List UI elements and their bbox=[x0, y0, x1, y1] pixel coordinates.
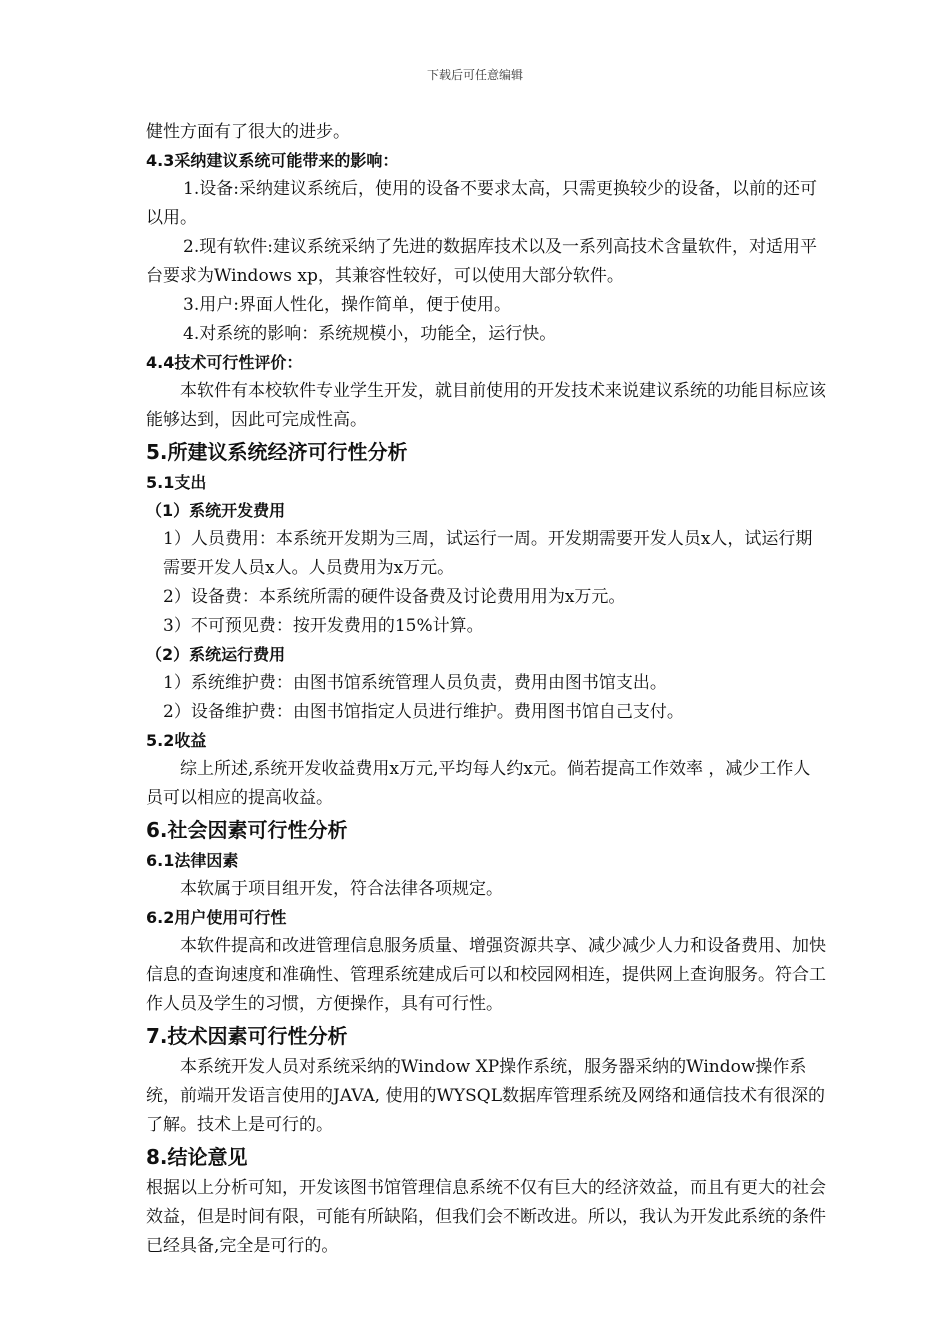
paragraph: 本软件提高和改进管理信息服务质量、增强资源共享、减少减少人力和设备费用、加快信息的查询速度和准确性、管理系统建成后可以和校园网相连，提供网上查询服务。符合工作人员及学生的习惯，方便操作，具有可行性。 bbox=[146, 936, 826, 1014]
subsection-heading: 4.3采纳建议系统可能带来的影响： bbox=[146, 151, 399, 170]
section-heading: 5.所建议系统经济可行性分析 bbox=[146, 440, 408, 464]
paragraph: 本软属于项目组开发，符合法律各项规定。 bbox=[180, 879, 503, 899]
paragraph: 综上所述,系统开发收益费用x万元,平均每人约x元。倘若提高工作效率 ，减少工作人员可以相应的提高收益。 bbox=[146, 759, 811, 808]
paragraph: 本系统开发人员对系统采纳的Window XP操作系统，服务器采纳的Window操作系统，前端开发语言使用的JAVA, 使用的WYSQL数据库管理系统及网络和通信技术有很深的了解。技术上是可行的。 bbox=[146, 1057, 826, 1135]
paragraph: 根据以上分析可知，开发该图书馆管理信息系统不仅有巨大的经济效益，而且有更大的社会效益，但是时间有限，可能有所缺陷，但我们会不断改进。所以，我认为开发此系统的条件已经具备,完全是可行的。 bbox=[146, 1178, 826, 1256]
document-body bbox=[146, 118, 826, 1261]
subsection-heading: 6.2用户使用可行性 bbox=[146, 908, 287, 927]
paragraph: 本软件有本校软件专业学生开发，就目前使用的开发技术来说建议系统的功能目标应该能够达到，因此可完成性高。 bbox=[146, 381, 826, 430]
sub-subsection-heading: （2）系统运行费用 bbox=[146, 645, 286, 664]
paragraph: 2.现有软件:建议系统采纳了先进的数据库技术以及一系列高技术含量软件，对适用平台要求为Windows xp，其兼容性较好，可以使用大部分软件。 bbox=[146, 237, 817, 286]
subsection-heading: 6.1法律因素 bbox=[146, 851, 239, 870]
paragraph: 3.用户:界面人性化，操作简单，便于使用。 bbox=[183, 295, 511, 315]
paragraph: 1）系统维护费：由图书馆系统管理人员负责，费用由图书馆支出。 bbox=[163, 673, 667, 693]
page-header: 下载后可任意编辑 bbox=[426, 68, 523, 82]
section-heading: 7.技术因素可行性分析 bbox=[146, 1024, 348, 1048]
sub-subsection-heading: （1）系统开发费用 bbox=[146, 501, 286, 520]
paragraph: 健性方面有了很大的进步。 bbox=[146, 122, 350, 142]
paragraph: 1.设备:采纳建议系统后，使用的设备不要求太高，只需更换较少的设备，以前的还可以用。 bbox=[146, 179, 817, 228]
paragraph: 2）设备维护费：由图书馆指定人员进行维护。费用图书馆自己支付。 bbox=[163, 702, 684, 722]
section-heading: 6.社会因素可行性分析 bbox=[146, 818, 348, 842]
subsection-heading: 5.1支出 bbox=[146, 473, 207, 492]
paragraph: 1）人员费用：本系统开发期为三周，试运行一周。开发期需要开发人员x人，试运行期需要开发人员x人。人员费用为x万元。 bbox=[163, 529, 813, 578]
subsection-heading: 4.4技术可行性评价： bbox=[146, 353, 303, 372]
section-heading: 8.结论意见 bbox=[146, 1145, 248, 1169]
paragraph: 4.对系统的影响：系统规模小，功能全，运行快。 bbox=[183, 324, 557, 344]
subsection-heading: 5.2收益 bbox=[146, 731, 207, 750]
paragraph: 2）设备费：本系统所需的硬件设备费及讨论费用用为x万元。 bbox=[163, 587, 626, 607]
paragraph: 3）不可预见费：按开发费用的15%计算。 bbox=[163, 616, 484, 636]
